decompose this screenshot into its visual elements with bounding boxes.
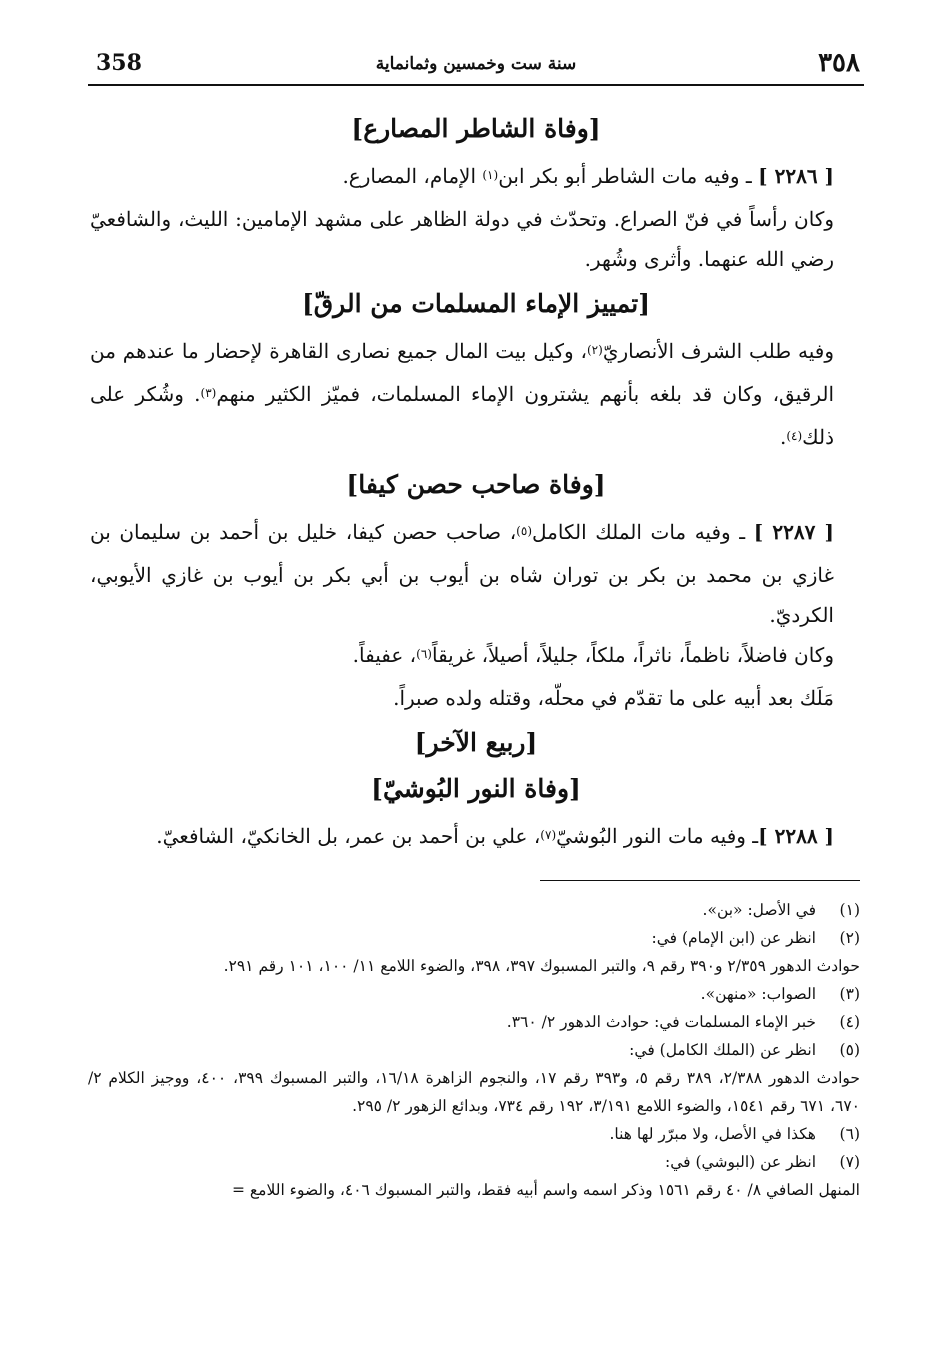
footnote-ref: (٦) <box>416 647 432 661</box>
paragraph: مَلَك بعد أبيه على ما تقدّم في محلّه، وقتله ولده صبراً. <box>393 686 834 710</box>
footnote-ref: (١) <box>482 168 499 182</box>
footnote-number: (٧) <box>839 1153 860 1171</box>
footnote-continuation: حوادث الدهور ٢/٣٨٨، ٣٨٩ رقم ٥، و٣٩٣ رقم ١٧، والنجوم الزاهرة ١٦/١٨، والتبر المسبوك ٣٩٩، ٤٠٠، ووجيز الكلام ٢/ ٦٧٠، ٦٧١ رقم ١٥٤١، والضوء اللامع ٣/١٩١، ١٩٢ رقم ٧٣٤، وبدائع الزهور ٢/ ٢٩٥. <box>88 1069 860 1115</box>
footnote-ref: (٤) <box>786 429 803 443</box>
section-heading-shatir: [وفاة الشاطر المصارع] <box>351 114 601 143</box>
footnote-ref: (٥) <box>516 524 532 538</box>
footnote-ref: (٢) <box>586 343 603 357</box>
footnote-continuation: حوادث الدهور ٢/٣٥٩ و٣٩٠ رقم ٩، والتبر المسبوك ٣٩٧، ٣٩٨، والضوء اللامع ١١/ ١٠٠، ١٠١ رقم ٢٩١. <box>223 957 860 975</box>
section-heading-hisn-kayfa: [وفاة صاحب حصن كيفا] <box>346 470 606 499</box>
section-heading-slaves: [تمييز الإماء المسلمات من الرقّ] <box>301 289 651 318</box>
footnote-text: خبر الإماء المسلمات في: حوادث الدهور ٢/ ٣٦٠. <box>506 1013 816 1031</box>
running-title: سنة ست وخمسين وثمانماية <box>375 54 577 74</box>
page-number-latin: 358 <box>96 50 142 76</box>
footnote-ref: (٣) <box>200 386 217 400</box>
footnote-text: هكذا في الأصل، ولا مبرّر لها هنا. <box>609 1125 816 1143</box>
month-heading: [ربيع الآخر] <box>414 728 538 757</box>
entry-number: [ ٢٢٨٨ ] <box>758 824 834 848</box>
footnote-continuation: المنهل الصافي ٨/ ٤٠ رقم ١٥٦١ وذكر اسمه واسم أبيه فقط، والتبر المسبوك ٤٠٦، والضوء اللامع = <box>232 1181 860 1199</box>
footnote-3 <box>88 980 860 1008</box>
footnote-number: (٤) <box>839 1013 860 1031</box>
footnotes <box>88 896 860 1204</box>
entry-2288: [ ٢٢٨٨ ]ـ وفيه مات النور البُوشيّ$^{(٧)}$، علي بن أحمد بن عمر، بل الخانكيّ، الشافعيّ. <box>156 824 834 848</box>
paragraph: وكان فاضلاً، ناظماً، ناثراً، ملكاً، جليلاً، أصيلاً، غريقاً$^{(٦)}$، عفيفاً. <box>352 643 834 667</box>
footnote-7 <box>88 1148 860 1176</box>
footnote-1 <box>88 896 860 924</box>
page-header <box>88 44 864 86</box>
footnote-number: (٥) <box>839 1041 860 1059</box>
footnote-text: الصواب: «منهن». <box>700 985 816 1003</box>
footnote-text: انظر عن (ابن الإمام) في: <box>651 929 816 947</box>
footnote-separator <box>540 880 860 881</box>
entry-number: [ ٢٢٨٧ ] <box>753 520 834 544</box>
footnote-number: (٦) <box>839 1125 860 1143</box>
footnote-5 <box>88 1036 860 1064</box>
footnote-number: (٣) <box>839 985 860 1003</box>
footnote-4 <box>88 1008 860 1036</box>
footnote-ref: (٧) <box>540 828 557 842</box>
footnote-text: انظر عن (البوشي) في: <box>665 1153 816 1171</box>
page-number-arabic: ٣٥٨ <box>818 48 860 78</box>
footnote-text: في الأصل: «بن». <box>702 901 816 919</box>
footnote-6 <box>88 1120 860 1148</box>
footnote-2 <box>88 924 860 952</box>
main-text <box>90 104 862 859</box>
footnote-number: (١) <box>839 901 860 919</box>
footnote-number: (٢) <box>839 929 860 947</box>
paragraph: وكان رأساً في فنّ الصراع. وتحدّث في دولة الظاهر على مشهد الإمامين: الليث، والشافعيّ رضي الله عنهما. وأثرى وشُهر. <box>90 207 834 271</box>
entry-number: [ ٢٢٨٦ ] <box>758 164 834 188</box>
entry-2286: [ ٢٢٨٦ ] ـ وفيه مات الشاطر أبو بكر ابن$^{(١)}$ الإمام، المصارع. <box>342 164 834 188</box>
entry-2287: [ ٢٢٨٧ ] ـ وفيه مات الملك الكامل$^{(٥)}$، صاحب حصن كيفا، خليل بن أحمد بن سليمان بن غازي بن محمد بن بكر بن توران شاه بن أيوب بن أبي بكر بن أيوب بن غازي الأيوبي، الكرديّ. <box>90 520 834 627</box>
footnote-text: انظر عن (الملك الكامل) في: <box>629 1041 816 1059</box>
section-heading-bushi: [وفاة النور البُوشيّ] <box>371 774 581 803</box>
paragraph: وفيه طلب الشرف الأنصاريّ$^{(٢)}$، وكيل بيت المال جميع نصارى القاهرة لإحضار ما عندهم من الرقيق، وكان قد بلغه بأنهم يشترون الإماء المسلمات، فميّز الكثير منهم$^{(٣)}$. وشُكر على ذلك$^{(٤)}$. <box>90 339 835 449</box>
